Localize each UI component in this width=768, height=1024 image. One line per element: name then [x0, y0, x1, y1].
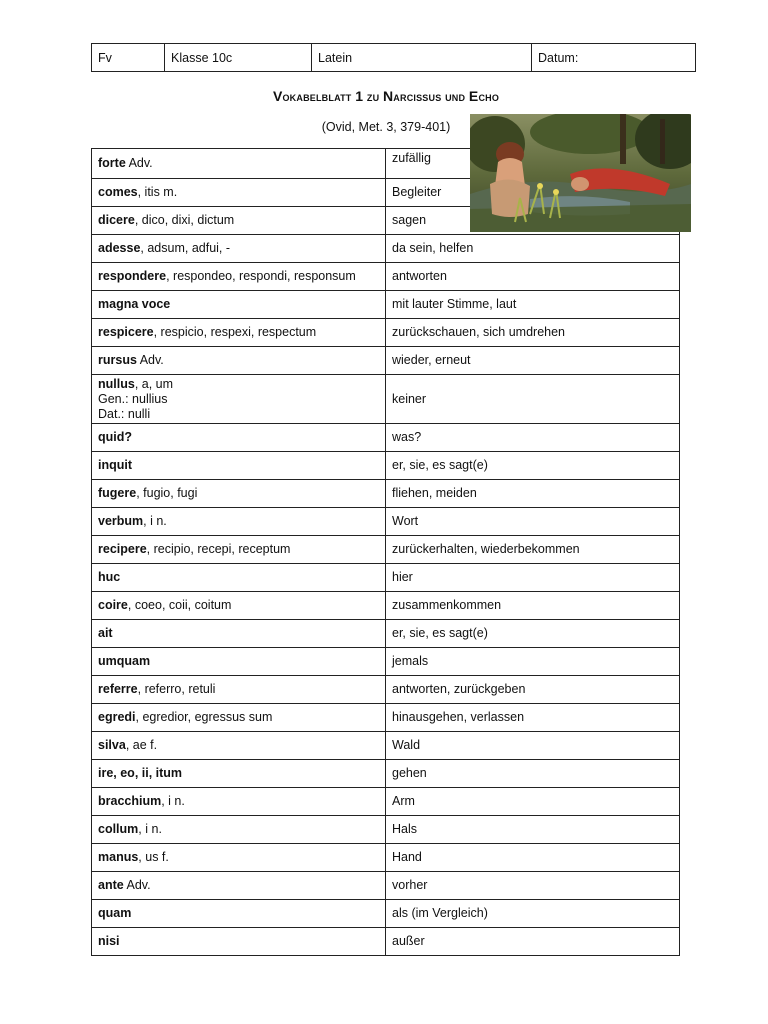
latin-lemma: referre [98, 682, 138, 696]
latin-cell [92, 179, 386, 207]
german-cell: zusammenkommen [386, 592, 680, 620]
latin-lemma: bracchium [98, 794, 162, 808]
german-cell: antworten [386, 263, 680, 291]
latin-forms: , dico, dixi, dictum [134, 213, 235, 227]
vocab-table-body [92, 149, 680, 956]
latin-lemma: nullus [98, 376, 135, 391]
latin-lemma: quid? [98, 430, 133, 444]
latin-forms: , recipio, recepi, receptum [146, 542, 291, 556]
painting-image [470, 114, 691, 232]
latin-lemma: ante [98, 878, 124, 892]
latin-cell [92, 319, 386, 347]
vocab-row [92, 648, 680, 676]
german-cell: außer [386, 928, 680, 956]
latin-lemma: recipere [98, 542, 147, 556]
latin-lemma: silva [98, 738, 126, 752]
latin-cell [92, 676, 386, 704]
vocab-row [92, 816, 680, 844]
latin-lemma: fugere [98, 486, 137, 500]
latin-lemma: inquit [98, 458, 133, 472]
vocab-row [92, 452, 680, 480]
latin-cell [92, 648, 386, 676]
german-cell: Wort [386, 508, 680, 536]
german-cell: zufällig [386, 149, 680, 179]
latin-forms: Adv. [123, 878, 151, 892]
vocab-row [92, 375, 680, 424]
latin-lemma: magna voce [98, 297, 171, 311]
vocab-row [92, 928, 680, 956]
latin-cell [92, 788, 386, 816]
german-cell: Hand [386, 844, 680, 872]
latin-cell [92, 928, 386, 956]
vocab-row [92, 900, 680, 928]
teacher-cell: Fv [92, 44, 165, 72]
latin-lemma: adesse [98, 241, 141, 255]
german-cell: zurückschauen, sich umdrehen [386, 319, 680, 347]
german-cell: jemals [386, 648, 680, 676]
vocab-row [92, 319, 680, 347]
german-cell: als (im Vergleich) [386, 900, 680, 928]
vocab-row [92, 480, 680, 508]
latin-forms: , ae f. [125, 738, 158, 752]
latin-cell [92, 149, 386, 179]
latin-lemma: quam [98, 906, 132, 920]
latin-lemma: collum [98, 822, 139, 836]
german-cell: Begleiter [386, 179, 680, 207]
latin-lemma: verbum [98, 514, 144, 528]
latin-lemma: ire, eo, ii, itum [98, 766, 183, 780]
latin-cell [92, 235, 386, 263]
latin-cell [92, 375, 386, 424]
german-cell: hinausgehen, verlassen [386, 704, 680, 732]
latin-forms: , egredior, egressus sum [135, 710, 273, 724]
latin-cell [92, 900, 386, 928]
german-cell: fliehen, meiden [386, 480, 680, 508]
vocab-row [92, 844, 680, 872]
latin-cell [92, 872, 386, 900]
latin-cell [92, 564, 386, 592]
latin-lemma: nisi [98, 934, 120, 948]
vocab-row [92, 760, 680, 788]
latin-forms: , us f. [138, 850, 169, 864]
latin-lemma: coire [98, 598, 128, 612]
vocab-table [91, 148, 680, 956]
latin-forms: , i n. [143, 514, 167, 528]
latin-lemma: huc [98, 570, 121, 584]
latin-lemma: rursus [98, 353, 137, 367]
header-row [92, 44, 696, 72]
german-cell: zurückerhalten, wiederbekommen [386, 536, 680, 564]
page-title: Vokabelblatt 1 zu Narcissus und Echo [272, 88, 500, 104]
vocab-row [92, 788, 680, 816]
source-citation: (Ovid, Met. 3, 379-401) [321, 120, 451, 134]
german-cell: gehen [386, 760, 680, 788]
german-cell: Arm [386, 788, 680, 816]
german-cell: was? [386, 424, 680, 452]
vocab-row [92, 291, 680, 319]
latin-cell [92, 291, 386, 319]
latin-forms: Adv. [136, 353, 164, 367]
subject-cell: Latein [312, 44, 532, 72]
latin-cell [92, 347, 386, 375]
german-cell: Hals [386, 816, 680, 844]
vocab-row [92, 564, 680, 592]
german-cell: mit lauter Stimme, laut [386, 291, 680, 319]
latin-lemma: ait [98, 626, 113, 640]
german-cell: sagen [386, 207, 680, 235]
latin-forms: , i n. [161, 794, 185, 808]
latin-lemma: comes [98, 185, 138, 199]
latin-forms: , respicio, respexi, respectum [153, 325, 317, 339]
german-cell: er, sie, es sagt(e) [386, 452, 680, 480]
latin-cell [92, 480, 386, 508]
latin-cell [92, 816, 386, 844]
latin-forms: , coeo, coii, coitum [127, 598, 232, 612]
latin-cell [92, 536, 386, 564]
latin-cell [92, 760, 386, 788]
latin-lemma: dicere [98, 213, 135, 227]
vocab-row [92, 263, 680, 291]
latin-lemma: umquam [98, 654, 151, 668]
vocab-row [92, 704, 680, 732]
painting-narcissus-and-echo-icon [470, 114, 691, 232]
latin-forms: Adv. [125, 156, 153, 170]
latin-cell [92, 263, 386, 291]
header-table [91, 43, 696, 72]
latin-forms: , itis m. [137, 185, 178, 199]
german-cell: da sein, helfen [386, 235, 680, 263]
class-cell: Klasse 10c [165, 44, 312, 72]
latin-cell [92, 732, 386, 760]
german-cell: keiner [386, 375, 680, 424]
latin-lemma: respondere [98, 269, 167, 283]
latin-cell [92, 592, 386, 620]
latin-cell [92, 844, 386, 872]
latin-cell [92, 424, 386, 452]
vocab-row [92, 872, 680, 900]
latin-cell [92, 508, 386, 536]
latin-forms: , adsum, adfui, - [140, 241, 231, 255]
latin-lemma: respicere [98, 325, 154, 339]
vocab-row [92, 508, 680, 536]
latin-lemma: egredi [98, 710, 136, 724]
german-cell: hier [386, 564, 680, 592]
german-cell: Wald [386, 732, 680, 760]
vocab-row [92, 347, 680, 375]
german-cell: er, sie, es sagt(e) [386, 620, 680, 648]
latin-cell [92, 452, 386, 480]
latin-cell [92, 207, 386, 235]
german-cell: vorher [386, 872, 680, 900]
german-cell: wieder, erneut [386, 347, 680, 375]
latin-lemma: manus [98, 850, 139, 864]
date-cell[interactable]: Datum: [532, 44, 696, 72]
latin-cell [92, 704, 386, 732]
vocab-row [92, 732, 680, 760]
vocab-row [92, 424, 680, 452]
latin-forms: , fugio, fugi [136, 486, 198, 500]
vocab-row [92, 536, 680, 564]
german-cell: antworten, zurückgeben [386, 676, 680, 704]
latin-forms: , referro, retuli [137, 682, 216, 696]
latin-forms: , respondeo, respondi, responsum [166, 269, 356, 283]
latin-forms: , a, um [134, 376, 174, 391]
latin-lemma: forte [98, 156, 126, 170]
latin-forms: , i n. [138, 822, 162, 836]
vocab-row [92, 620, 680, 648]
vocab-row [92, 235, 680, 263]
vocab-row [92, 676, 680, 704]
latin-cell [92, 620, 386, 648]
vocab-row [92, 592, 680, 620]
latin-dative: Dat.: nulli [98, 406, 151, 421]
latin-genitive: Gen.: nullius [98, 391, 168, 406]
